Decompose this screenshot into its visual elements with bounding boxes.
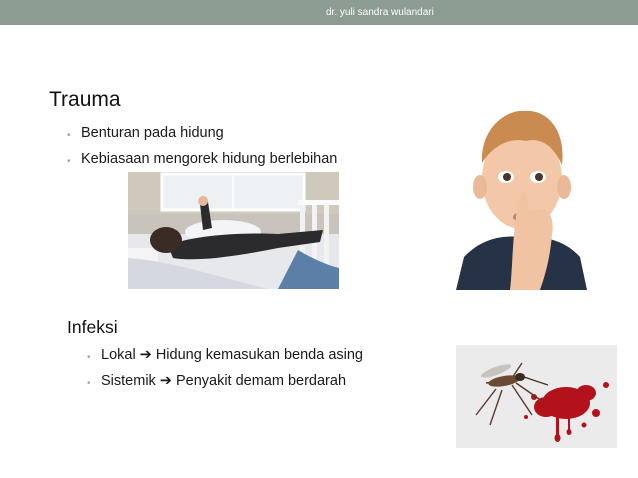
infeksi-bullet-list — [87, 346, 363, 398]
child-sleeping-photo — [128, 172, 339, 289]
bullet-dot: • — [87, 352, 91, 363]
arrow-right-icon: ➔ — [139, 347, 152, 363]
bullet-text-before: Sistemik — [101, 373, 156, 389]
bullet-dot: • — [67, 156, 71, 167]
mosquito-blood-photo — [456, 345, 617, 448]
bullet-item — [87, 372, 363, 398]
bullet-dot: • — [87, 378, 91, 389]
section-title-trauma: Trauma — [49, 88, 121, 111]
bullet-text-before: Lokal — [101, 347, 136, 363]
section-title-infeksi: Infeksi — [67, 317, 118, 337]
bullet-text-after: Penyakit demam berdarah — [175, 373, 347, 389]
trauma-bullet-list — [67, 124, 338, 176]
author-label: dr. yuli sandra wulandari — [326, 7, 434, 18]
bullet-dot: • — [67, 130, 71, 141]
child-picking-nose-photo — [456, 107, 587, 290]
bullet-text: Benturan pada hidung — [81, 125, 224, 141]
bullet-item — [67, 124, 337, 150]
arrow-right-icon: ➔ — [159, 373, 172, 389]
bullet-text-after: Hidung kemasukan benda asing — [155, 347, 363, 363]
bullet-text: Kebiasaan mengorek hidung berlebihan — [81, 151, 338, 167]
bullet-item — [87, 346, 363, 372]
